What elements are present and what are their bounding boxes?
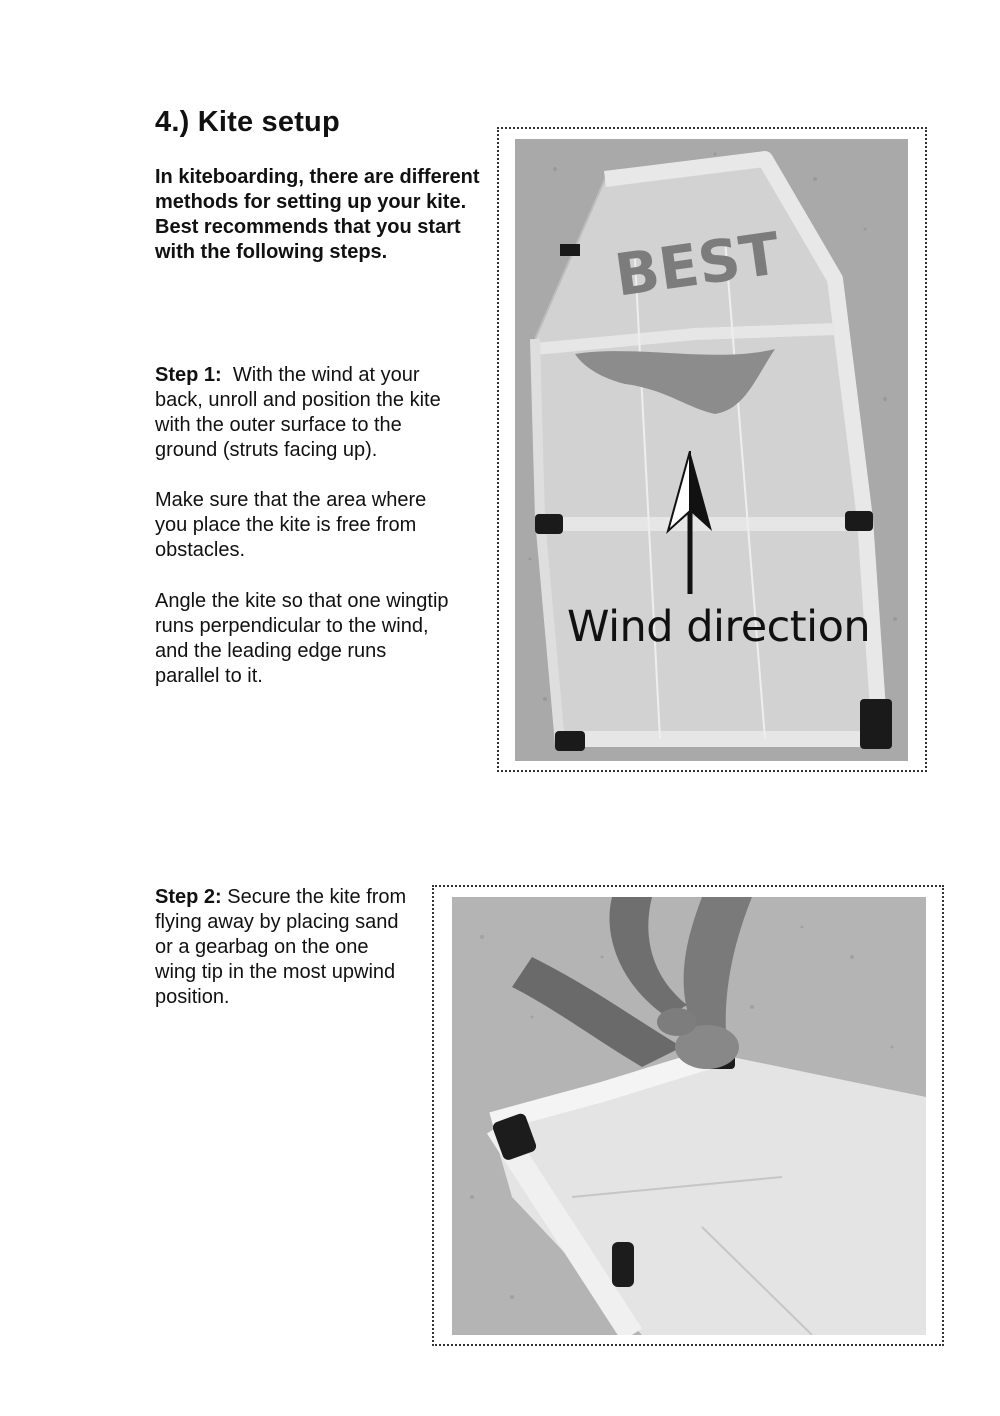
kite-layout-photo [515,139,908,761]
kite-photo-illustration [515,139,908,761]
step1-text: With the wind at your back, unroll and position the kite with the outer surface to the ground (struts facing up). [155,364,441,461]
up-arrow-icon [665,451,715,596]
step1-angle-paragraph: Angle the kite so that one wingtip runs perpendicular to the wind, and the leading edge runs parallel to it. [155,590,449,687]
page-title: 4.) Kite setup [155,106,340,138]
step2-label: Step 2: [155,886,222,908]
step1-label: Step 1: [155,364,222,386]
securing-kite-photo [452,897,926,1335]
intro-paragraph: In kiteboarding, there are different methods for setting up your kite. Best recommends that you start with the following steps. [155,166,480,263]
kite-logo: BEST [610,219,784,310]
step2-text: Secure the kite from flying away by placing sand or a gearbag on the one wing tip in the most upwind position. [155,886,407,1008]
step2-paragraph [155,885,415,1010]
securing-photo-illustration [452,897,926,1335]
step1-area-paragraph: Make sure that the area where you place the kite is free from obstacles. [155,489,427,561]
wind-direction-label: Wind direction [567,602,871,652]
step1-paragraph [155,363,455,463]
